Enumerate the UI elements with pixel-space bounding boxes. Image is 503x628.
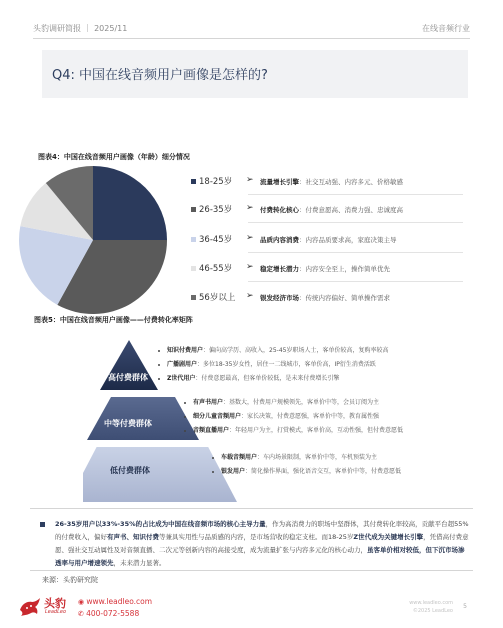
bullet-dot	[212, 457, 214, 459]
bullet-dot	[184, 430, 186, 432]
tier-low-bullet: 银发用户：简化操作界面，强化语音交互，客单价中等，付费意愿低	[212, 466, 401, 475]
row-divider	[248, 281, 463, 282]
legend-label: 26-35岁	[199, 205, 233, 215]
age-description: 稳定增长潜力：内容安全至上，操作简单优先	[260, 265, 390, 273]
phone-icon: ✆	[78, 610, 87, 618]
footer-phone[interactable]: ✆ 400-072-5588	[78, 609, 140, 618]
age-description: 流量增长引擎：社交互动强、内容多元、价格敏感	[260, 178, 403, 186]
tier-high-label: 高付费群体	[108, 373, 148, 382]
figure4-title: 图表4：中国在线音频用户画像（年龄）细分情况	[38, 153, 190, 161]
leopard-logo-icon	[18, 596, 42, 618]
age-pie-chart	[18, 165, 168, 315]
brand-logo-subtext: LeadLeo	[45, 609, 67, 615]
footer-website[interactable]: ◉ www.leadleo.com	[78, 597, 153, 606]
legend-item	[191, 172, 244, 190]
tier-mid-label: 中等付费群体	[104, 419, 152, 428]
report-header-title: 头豹调研简报 ｜ 2025/11	[33, 24, 128, 33]
legend-label: 46-55岁	[199, 264, 233, 274]
header-divider	[33, 38, 470, 39]
bullet-dot	[184, 416, 186, 418]
age-description: 付费转化核心：付费意愿高、消费力强、忠诚度高	[260, 206, 403, 214]
legend-label: 18-25岁	[199, 177, 233, 187]
bullet-dot	[158, 378, 160, 380]
page-number: 5	[463, 603, 467, 610]
footer-right-url: www.leadleo.com	[409, 600, 453, 606]
tier-low-bullet: 车载音频用户：车内场景限制，客单价中等，车机预装为主	[212, 452, 377, 461]
legend-swatch	[191, 266, 196, 271]
row-divider	[248, 194, 463, 195]
legend-item	[191, 259, 244, 277]
arrow-bullet-icon: ➢	[246, 203, 254, 213]
globe-icon: ◉	[78, 598, 87, 606]
legend-label: 36-45岁	[199, 235, 233, 245]
tier-mid-bullet: 有声书用户：基数大，付费用户规模领先，客单价中等，会员订阅为主	[184, 397, 379, 406]
source-note: 来源：头豹研究院	[42, 576, 98, 584]
bullet-dot	[212, 471, 214, 473]
legend-item	[191, 288, 244, 306]
arrow-bullet-icon: ➢	[246, 175, 254, 185]
age-description: 银发经济市场：传统内容偏好、简单操作需求	[260, 294, 390, 302]
question-title: Q4: 中国在线音频用户画像是怎样的?	[52, 68, 268, 83]
summary-divider-top	[30, 508, 473, 509]
legend-swatch	[191, 237, 196, 242]
row-divider	[248, 252, 463, 253]
tier-high-bullet: Z世代用户：付费意愿最高，但客单价较低，是未来付费增长引擎	[158, 373, 339, 382]
tier-mid-bullet: 音频直播用户：年轻用户为主，打赏模式，客单价高，互动性强，但付费意愿低	[184, 425, 403, 434]
legend-label: 56岁以上	[199, 293, 236, 303]
arrow-bullet-icon: ➢	[246, 233, 254, 243]
tier-high-bullet: 广播剧用户：多位18-35岁女性，居住一二线城市，客单价高，IP衍生消费活跃	[158, 359, 376, 368]
legend-item	[191, 230, 244, 248]
tier-mid-bullet: 细分儿童音频用户：家长决策，付费意愿强，客单价中等，教育属性强	[184, 411, 379, 420]
brand-logo-text: 头豹	[44, 597, 66, 610]
pie-slice-18-25岁	[93, 166, 167, 240]
summary-divider-bottom	[30, 570, 473, 571]
legend-swatch	[191, 295, 196, 300]
arrow-bullet-icon: ➢	[246, 291, 254, 301]
bullet-dot	[158, 364, 160, 366]
legend-swatch	[191, 179, 196, 184]
legend-swatch	[191, 207, 196, 212]
age-description: 品质内容消费：内容品质要求高，家庭决策主导	[260, 236, 397, 244]
tier-high-bullet: 知识付费用户：偏向高学历、高收入，25-45岁职场人士，客单价较高，复购率较高	[158, 345, 388, 354]
tier-low-label: 低付费群体	[110, 466, 150, 475]
row-divider	[248, 222, 463, 223]
summary-paragraph: 26-35岁用户以33%-35%的占比成为中国在线音频市场的核心主导力量，作为高消费力的职场中坚群体，其付费转化率较高，贡献平台超55%的付费收入，偏好有声书、知识付费等兼具实用性与品质感的内容，是市场营收的稳定支柱。而18-25岁Z世代成为关键增长引擎，凭借高付费意愿、强社交互动属性及对音频直播、二次元等创新内容的高接受度，成为流量扩张与内容多元化的核心动力，虽客单价相对较低，但下沉市场渗透率与用户增速领先，未来潜力显著。	[55, 520, 469, 567]
figure5-title: 图表5：中国在线音频用户画像——付费转化率矩阵	[34, 316, 193, 324]
footer-copyright: ©2025 LeadLeo	[412, 608, 453, 614]
legend-item	[191, 200, 244, 218]
arrow-bullet-icon: ➢	[246, 262, 254, 272]
report-header-industry: 在线音频行业	[422, 24, 470, 33]
bullet-dot	[158, 350, 160, 352]
bullet-dot	[184, 402, 186, 404]
